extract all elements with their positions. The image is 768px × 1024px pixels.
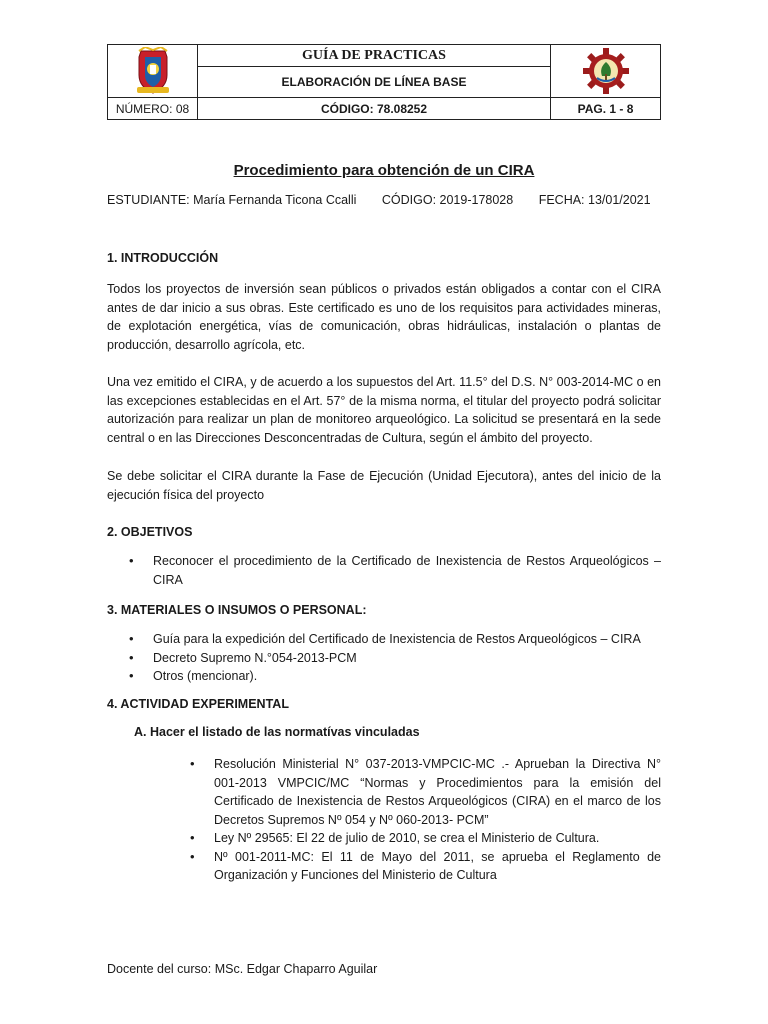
intro-paragraph-2: Una vez emitido el CIRA, y de acuerdo a los supuestos del Art. 11.5° del D.S. N° 003-2014-MC o en las excepciones establecidas en el Art. 57° de la misma norma, el titular del proyecto podrá solicitar autorización para realizar un plan de monitoreo arqueológico. La solicitud se presentará en la sede central o en las Direcciones Desconcentradas de Cultura, según el ámbito del proyecto. — [107, 375, 661, 445]
section-heading-objetivos: 2. OBJETIVOS — [107, 525, 193, 539]
intro-paragraph-3: Se debe solicitar el CIRA durante la Fase de Ejecución (Unidad Ejecutora), antes del inicio de la ejecución física del proyecto — [107, 469, 661, 502]
list-item: • Guía para la expedición del Certificado de Inexistencia de Restos Arqueológicos – CIRA — [107, 630, 661, 649]
student-info — [107, 193, 673, 207]
code-cell — [198, 98, 551, 120]
course-instructor: Docente del curso: MSc. Edgar Chaparro Aguilar — [107, 962, 378, 976]
materiales-list — [107, 630, 661, 686]
actividad-subheading: A. Hacer el listado de las normatívas vinculadas — [134, 725, 420, 739]
student-code: CÓDIGO: 2019-178028 — [381, 193, 514, 207]
intro-paragraph-1: Todos los proyectos de inversión sean públicos o privados están obligados a contar con el CIRA antes de dar inicio a sus obras. Este certificado es uno de los requisitos para actividades mineras, de explotación energética, vías de comunicación, obras hidráulicas, instalación o plantas de producción, desarrollo agrícola, etc. — [107, 282, 661, 352]
guide-title: GUÍA DE PRACTICAS — [302, 47, 446, 63]
section-heading-intro: 1. INTRODUCCIÓN — [107, 251, 219, 265]
left-logo-cell — [108, 45, 198, 98]
gear-emblem-icon — [583, 48, 629, 94]
list-item: • Resolución Ministerial N° 037-2013-VMPCIC-MC .- Aprueban la Directiva N° 001-2013 VMPCIC/MC “Normas y Procedimientos para la emisión del Certificado de Inexistencia de Restos Arqueológicos (CIRA) en el marco de los Decretos Supremos Nº 054 y Nº 060-2013- PCM” — [188, 755, 661, 829]
document-title: Procedimiento para obtención de un CIRA — [233, 162, 535, 179]
guide-subtitle: ELABORACIÓN DE LÍNEA BASE — [281, 75, 467, 89]
list-item: • Decreto Supremo N.°054-2013-PCM — [107, 649, 661, 668]
list-item: • Nº 001-2011-MC: El 11 de Mayo del 2011, se aprueba el Reglamento de Organización y Funciones del Ministerio de Cultura — [188, 848, 661, 885]
page-number: PAG. 1 - 8 — [577, 101, 634, 116]
guide-code: CÓDIGO: 78.08252 — [320, 101, 428, 116]
normativas-list — [188, 755, 661, 885]
list-item: • Otros (mencionar). — [107, 667, 661, 686]
page-cell — [551, 98, 661, 120]
header-table — [107, 44, 661, 120]
document-date: FECHA: 13/01/2021 — [538, 193, 651, 207]
section-heading-actividad: 4. ACTIVIDAD EXPERIMENTAL — [107, 697, 289, 711]
guide-subtitle-cell — [198, 67, 551, 98]
section-heading-materiales: 3. MATERIALES O INSUMOS O PERSONAL: — [107, 603, 367, 617]
objetivos-list — [107, 552, 661, 589]
student-name: ESTUDIANTE: María Fernanda Ticona Ccalli — [107, 193, 357, 207]
university-crest-icon — [133, 47, 173, 95]
list-item: • Ley Nº 29565: El 22 de julio de 2010, se crea el Ministerio de Cultura. — [188, 829, 661, 848]
guide-number: NÚMERO: 08 — [115, 101, 190, 116]
guide-title-cell — [198, 45, 551, 67]
right-logo-cell — [551, 45, 661, 98]
list-item: • Reconocer el procedimiento de la Certificado de Inexistencia de Restos Arqueológicos – CIRA — [107, 552, 661, 589]
number-cell — [108, 98, 198, 120]
